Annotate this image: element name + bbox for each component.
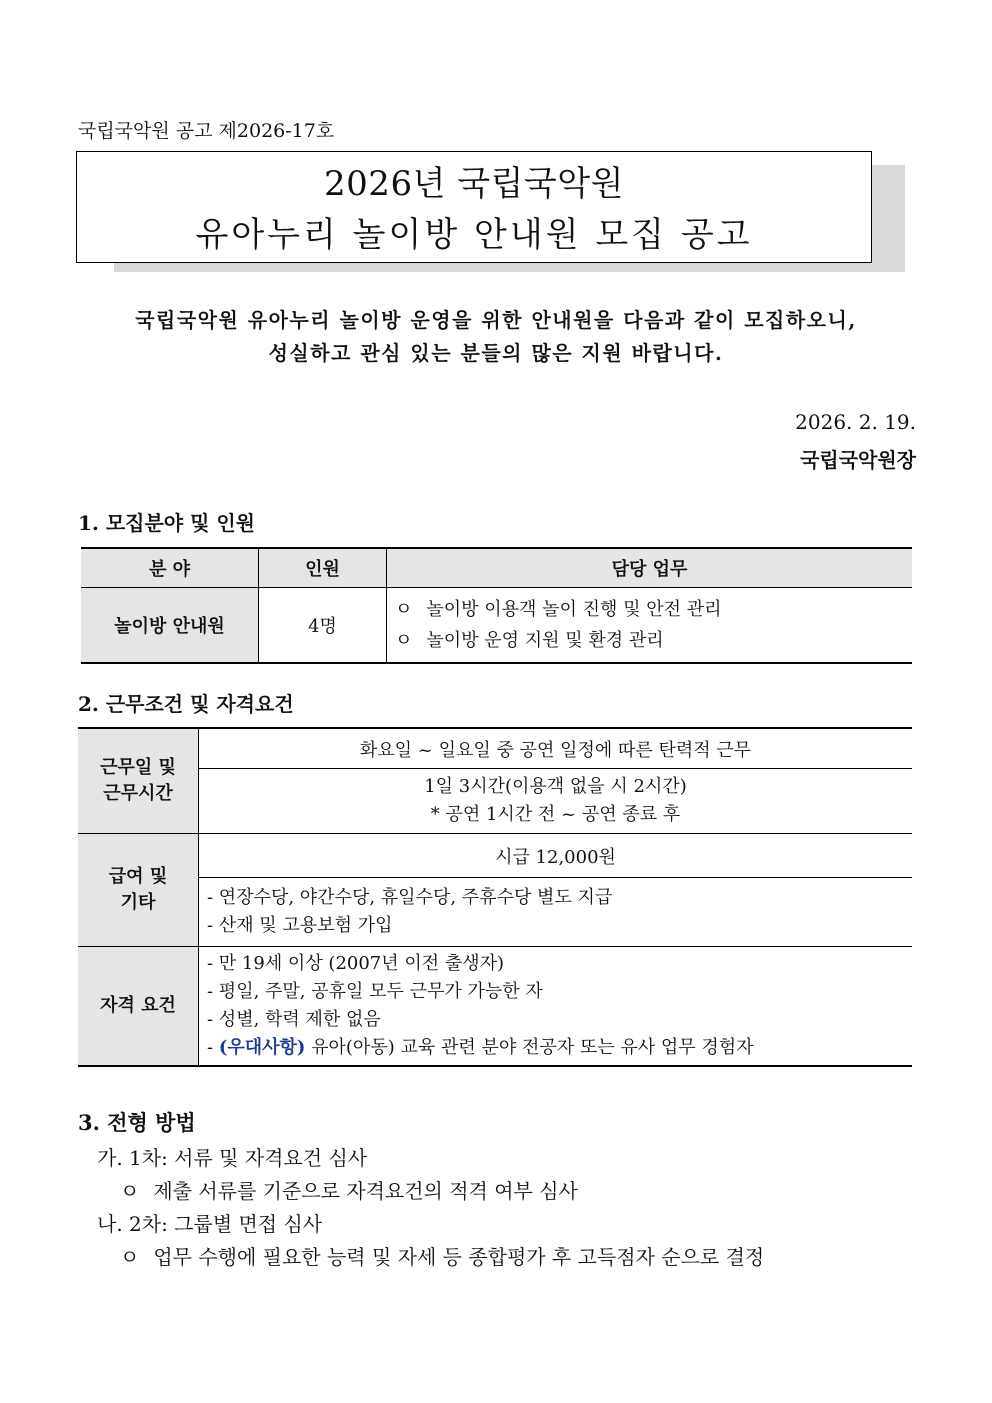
- title-box: [76, 151, 872, 263]
- qual-label: 자격 요건: [78, 947, 199, 1067]
- recruitment-table: [81, 547, 912, 664]
- duties-cell: [387, 588, 913, 664]
- section-2-title: 2. 근무조건 및 자격요건: [78, 692, 294, 716]
- bullet-icon: ㅇ: [120, 1245, 140, 1269]
- field-cell: 놀이방 안내원: [81, 588, 259, 664]
- qual-line: - 평일, 주말, 공휴일 모두 근무가 가능한 자: [207, 981, 543, 1002]
- work-label: 근무일 및 근무시간: [78, 728, 199, 834]
- step-1-detail: ㅇ 제출 서류를 기준으로 자격요건의 적격 여부 심사: [120, 1175, 578, 1204]
- issuer: 국립국악원장: [800, 448, 916, 472]
- header-field: 분 야: [81, 548, 259, 588]
- section-3-title: 3. 전형 방법: [78, 1110, 196, 1135]
- step-1: 가. 1차: 서류 및 자격요건 심사: [97, 1146, 368, 1170]
- qual-line: - 만 19세 이상 (2007년 이전 출생자): [207, 953, 505, 974]
- title-line-2: 유아누리 놀이방 안내원 모집 공고: [195, 215, 753, 255]
- notice-number: 국립국악원 공고 제2026-17호: [78, 120, 335, 142]
- wage-cell: 시급 12,000원: [199, 834, 913, 878]
- title-line-1: 2026년 국립국악원: [324, 164, 624, 204]
- bullet-icon: ㅇ: [120, 1179, 140, 1203]
- count-cell: 4명: [259, 588, 387, 664]
- bullet-icon: ㅇ: [395, 599, 413, 620]
- step-2-detail: ㅇ 업무 수행에 필요한 능력 및 자세 등 종합평가 후 고득점자 순으로 결정: [120, 1241, 764, 1270]
- duty-item: [395, 625, 904, 656]
- duty-item: [395, 594, 904, 625]
- bullet-icon: ㅇ: [395, 630, 413, 651]
- pay-etc-cell: - 연장수당, 야간수당, 휴일수당, 주휴수당 별도 지급 - 산재 및 고용보험 가입: [199, 878, 913, 947]
- duty-text: 놀이방 이용객 놀이 진행 및 안전 관리: [426, 599, 722, 620]
- work-days: 화요일 ~ 일요일 중 공연 일정에 따른 탄력적 근무: [199, 728, 913, 769]
- work-hours: 1일 3시간(이용객 없을 시 2시간) * 공연 1시간 전 ~ 공연 종료 후: [199, 769, 913, 834]
- conditions-table: [78, 727, 912, 1067]
- step-2: 나. 2차: 그룹별 면접 심사: [97, 1212, 323, 1236]
- qual-line: - (우대사항) 유아(아동) 교육 관련 분야 전공자 또는 유사 업무 경험자: [207, 1037, 754, 1058]
- preference-highlight: (우대사항): [218, 1037, 306, 1058]
- header-count: 인원: [259, 548, 387, 588]
- qual-cell: [199, 947, 913, 1067]
- qual-line: - 성별, 학력 제한 없음: [207, 1009, 381, 1030]
- section-1-title: 1. 모집분야 및 인원: [78, 511, 256, 535]
- pay-label: 급여 및 기타: [78, 834, 199, 947]
- notice-date: 2026. 2. 19.: [795, 410, 916, 434]
- duty-text: 놀이방 운영 지원 및 환경 관리: [426, 630, 664, 651]
- intro-line-2: 성실하고 관심 있는 분들의 많은 지원 바랍니다.: [268, 341, 724, 365]
- intro-line-1: 국립국악원 유아누리 놀이방 운영을 위한 안내원을 다음과 같이 모집하오니,: [135, 308, 857, 332]
- header-duties: 담당 업무: [387, 548, 913, 588]
